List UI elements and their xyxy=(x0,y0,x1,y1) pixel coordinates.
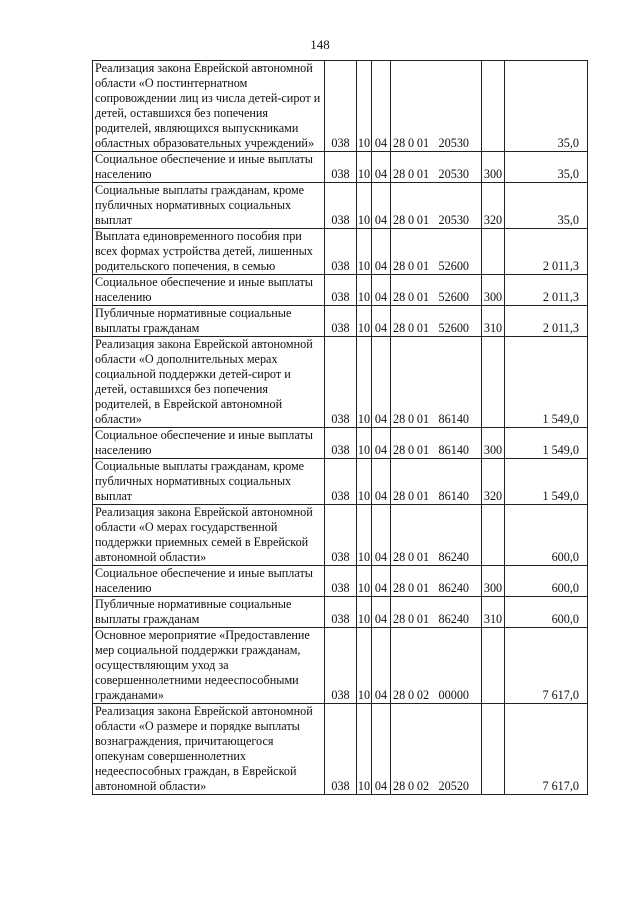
subsection-code: 04 xyxy=(372,306,391,337)
table-row xyxy=(93,459,588,505)
target-item-code-part: 00000 xyxy=(438,688,469,703)
table-row xyxy=(93,229,588,275)
expense-type-code xyxy=(482,61,505,152)
target-item-code xyxy=(391,306,482,337)
amount: 7 617,0 xyxy=(505,628,588,704)
target-item-code-part: 28 xyxy=(393,259,406,274)
section-code: 10 xyxy=(357,275,372,306)
table-row xyxy=(93,597,588,628)
section-code: 10 xyxy=(357,459,372,505)
target-item-code-part: 0 xyxy=(407,489,415,504)
section-code: 10 xyxy=(357,229,372,275)
target-item-code xyxy=(391,459,482,505)
target-item-code-part: 0 xyxy=(407,412,415,427)
target-item-code-part: 01 xyxy=(416,412,430,427)
admin-code: 038 xyxy=(325,704,357,795)
target-item-code-part: 28 xyxy=(393,443,406,458)
amount: 2 011,3 xyxy=(505,275,588,306)
target-item-code xyxy=(391,152,482,183)
row-name: Социальное обеспечение и иные выплаты населению xyxy=(93,428,325,459)
target-item-code-part: 86240 xyxy=(438,612,469,627)
table-row xyxy=(93,505,588,566)
subsection-code: 04 xyxy=(372,566,391,597)
target-item-code-part: 01 xyxy=(416,321,430,336)
expense-type-code: 320 xyxy=(482,183,505,229)
subsection-code: 04 xyxy=(372,628,391,704)
row-name: Социальное обеспечение и иные выплаты населению xyxy=(93,152,325,183)
target-item-code xyxy=(391,704,482,795)
target-item-code xyxy=(391,229,482,275)
expense-type-code xyxy=(482,505,505,566)
amount: 7 617,0 xyxy=(505,704,588,795)
target-item-code-part: 86140 xyxy=(438,489,469,504)
target-item-code-part: 86140 xyxy=(438,412,469,427)
target-item-code-part: 28 xyxy=(393,489,406,504)
subsection-code: 04 xyxy=(372,275,391,306)
target-item-code-part: 28 xyxy=(393,321,406,336)
target-item-code-part: 02 xyxy=(416,688,430,703)
target-item-code-part: 28 xyxy=(393,581,406,596)
target-item-code-part: 01 xyxy=(416,136,430,151)
admin-code: 038 xyxy=(325,566,357,597)
target-item-code-part: 01 xyxy=(416,612,430,627)
row-name: Публичные нормативные социальные выплаты гражданам xyxy=(93,306,325,337)
target-item-code xyxy=(391,428,482,459)
amount: 1 549,0 xyxy=(505,428,588,459)
target-item-code xyxy=(391,628,482,704)
target-item-code-part: 0 xyxy=(407,213,415,228)
row-name: Социальные выплаты гражданам, кроме публичных нормативных социальных выплат xyxy=(93,459,325,505)
amount: 1 549,0 xyxy=(505,337,588,428)
table-row xyxy=(93,628,588,704)
target-item-code-part: 0 xyxy=(407,612,415,627)
table-row xyxy=(93,61,588,152)
section-code: 10 xyxy=(357,597,372,628)
target-item-code-part: 02 xyxy=(416,779,430,794)
target-item-code-part: 28 xyxy=(393,136,406,151)
row-name: Социальные выплаты гражданам, кроме публичных нормативных социальных выплат xyxy=(93,183,325,229)
target-item-code-part: 86240 xyxy=(438,581,469,596)
table-row xyxy=(93,306,588,337)
target-item-code-part: 0 xyxy=(407,550,415,565)
target-item-code-part: 20530 xyxy=(438,136,469,151)
expense-type-code xyxy=(482,704,505,795)
table-row xyxy=(93,566,588,597)
target-item-code-part: 0 xyxy=(407,581,415,596)
expense-type-code xyxy=(482,337,505,428)
admin-code: 038 xyxy=(325,183,357,229)
target-item-code-part: 01 xyxy=(416,259,430,274)
row-name: Реализация закона Еврейской автономной области «О мерах государственной поддержки приемных семей в Еврейской автономной области» xyxy=(93,505,325,566)
table-row xyxy=(93,183,588,229)
target-item-code-part: 52600 xyxy=(438,290,469,305)
section-code: 10 xyxy=(357,337,372,428)
subsection-code: 04 xyxy=(372,183,391,229)
expense-type-code: 310 xyxy=(482,597,505,628)
section-code: 10 xyxy=(357,628,372,704)
target-item-code xyxy=(391,566,482,597)
admin-code: 038 xyxy=(325,275,357,306)
section-code: 10 xyxy=(357,61,372,152)
target-item-code-part: 01 xyxy=(416,290,430,305)
admin-code: 038 xyxy=(325,428,357,459)
section-code: 10 xyxy=(357,566,372,597)
row-name: Реализация закона Еврейской автономной области «О дополнительных мерах социальной поддержки детей-сирот и детей, оставшихся без попечения родителей, в Еврейской автономной области» xyxy=(93,337,325,428)
admin-code: 038 xyxy=(325,337,357,428)
subsection-code: 04 xyxy=(372,61,391,152)
amount: 600,0 xyxy=(505,566,588,597)
row-name: Социальное обеспечение и иные выплаты населению xyxy=(93,566,325,597)
target-item-code-part: 01 xyxy=(416,581,430,596)
section-code: 10 xyxy=(357,306,372,337)
subsection-code: 04 xyxy=(372,459,391,505)
page-number: 148 xyxy=(310,37,330,52)
target-item-code-part: 20520 xyxy=(438,779,469,794)
target-item-code-part: 28 xyxy=(393,612,406,627)
target-item-code-part: 0 xyxy=(407,167,415,182)
expense-type-code: 310 xyxy=(482,306,505,337)
row-name: Социальное обеспечение и иные выплаты населению xyxy=(93,275,325,306)
target-item-code xyxy=(391,183,482,229)
target-item-code-part: 0 xyxy=(407,136,415,151)
row-name: Реализация закона Еврейской автономной области «О размере и порядке выплаты вознаграждения, причитающегося опекунам совершеннолетних недееспособных граждан, в Еврейской автономной области» xyxy=(93,704,325,795)
section-code: 10 xyxy=(357,152,372,183)
target-item-code-part: 0 xyxy=(407,259,415,274)
target-item-code-part: 20530 xyxy=(438,167,469,182)
admin-code: 038 xyxy=(325,597,357,628)
row-name: Выплата единовременного пособия при всех формах устройства детей, лишенных родительского попечения, в семью xyxy=(93,229,325,275)
row-name: Основное мероприятие «Предоставление мер социальной поддержки гражданам, осуществляющим уход за совершеннолетними недееспособными гражданами» xyxy=(93,628,325,704)
target-item-code-part: 52600 xyxy=(438,259,469,274)
amount: 600,0 xyxy=(505,597,588,628)
expense-type-code xyxy=(482,229,505,275)
target-item-code-part: 01 xyxy=(416,213,430,228)
target-item-code-part: 28 xyxy=(393,290,406,305)
target-item-code-part: 28 xyxy=(393,779,406,794)
amount: 35,0 xyxy=(505,183,588,229)
target-item-code xyxy=(391,337,482,428)
table-row xyxy=(93,152,588,183)
expense-type-code: 320 xyxy=(482,459,505,505)
subsection-code: 04 xyxy=(372,152,391,183)
admin-code: 038 xyxy=(325,229,357,275)
amount: 2 011,3 xyxy=(505,229,588,275)
expense-type-code: 300 xyxy=(482,566,505,597)
amount: 35,0 xyxy=(505,152,588,183)
subsection-code: 04 xyxy=(372,229,391,275)
target-item-code-part: 86240 xyxy=(438,550,469,565)
budget-table xyxy=(92,60,588,795)
expense-type-code xyxy=(482,628,505,704)
target-item-code-part: 28 xyxy=(393,213,406,228)
subsection-code: 04 xyxy=(372,505,391,566)
amount: 2 011,3 xyxy=(505,306,588,337)
target-item-code xyxy=(391,275,482,306)
admin-code: 038 xyxy=(325,505,357,566)
target-item-code xyxy=(391,61,482,152)
target-item-code-part: 01 xyxy=(416,443,430,458)
row-name: Реализация закона Еврейской автономной области «О постинтернатном сопровождении лиц из числа детей-сирот и детей, оставшихся без попечения родителей, являющихся выпускниками областных образовательных учреждений» xyxy=(93,61,325,152)
target-item-code-part: 01 xyxy=(416,489,430,504)
target-item-code-part: 0 xyxy=(407,779,415,794)
admin-code: 038 xyxy=(325,459,357,505)
target-item-code-part: 20530 xyxy=(438,213,469,228)
expense-type-code: 300 xyxy=(482,152,505,183)
amount: 600,0 xyxy=(505,505,588,566)
section-code: 10 xyxy=(357,428,372,459)
subsection-code: 04 xyxy=(372,428,391,459)
admin-code: 038 xyxy=(325,306,357,337)
target-item-code-part: 28 xyxy=(393,550,406,565)
row-name: Публичные нормативные социальные выплаты гражданам xyxy=(93,597,325,628)
expense-type-code: 300 xyxy=(482,275,505,306)
target-item-code-part: 0 xyxy=(407,688,415,703)
subsection-code: 04 xyxy=(372,337,391,428)
target-item-code xyxy=(391,505,482,566)
subsection-code: 04 xyxy=(372,597,391,628)
target-item-code-part: 01 xyxy=(416,550,430,565)
section-code: 10 xyxy=(357,183,372,229)
section-code: 10 xyxy=(357,505,372,566)
section-code: 10 xyxy=(357,704,372,795)
table-row xyxy=(93,337,588,428)
admin-code: 038 xyxy=(325,61,357,152)
target-item-code-part: 52600 xyxy=(438,321,469,336)
target-item-code-part: 28 xyxy=(393,688,406,703)
expense-type-code: 300 xyxy=(482,428,505,459)
target-item-code-part: 0 xyxy=(407,290,415,305)
target-item-code-part: 01 xyxy=(416,167,430,182)
admin-code: 038 xyxy=(325,152,357,183)
target-item-code-part: 86140 xyxy=(438,443,469,458)
subsection-code: 04 xyxy=(372,704,391,795)
amount: 35,0 xyxy=(505,61,588,152)
table-row xyxy=(93,704,588,795)
target-item-code-part: 0 xyxy=(407,443,415,458)
table-row xyxy=(93,275,588,306)
target-item-code-part: 0 xyxy=(407,321,415,336)
target-item-code-part: 28 xyxy=(393,412,406,427)
admin-code: 038 xyxy=(325,628,357,704)
amount: 1 549,0 xyxy=(505,459,588,505)
target-item-code xyxy=(391,597,482,628)
table-row xyxy=(93,428,588,459)
target-item-code-part: 28 xyxy=(393,167,406,182)
